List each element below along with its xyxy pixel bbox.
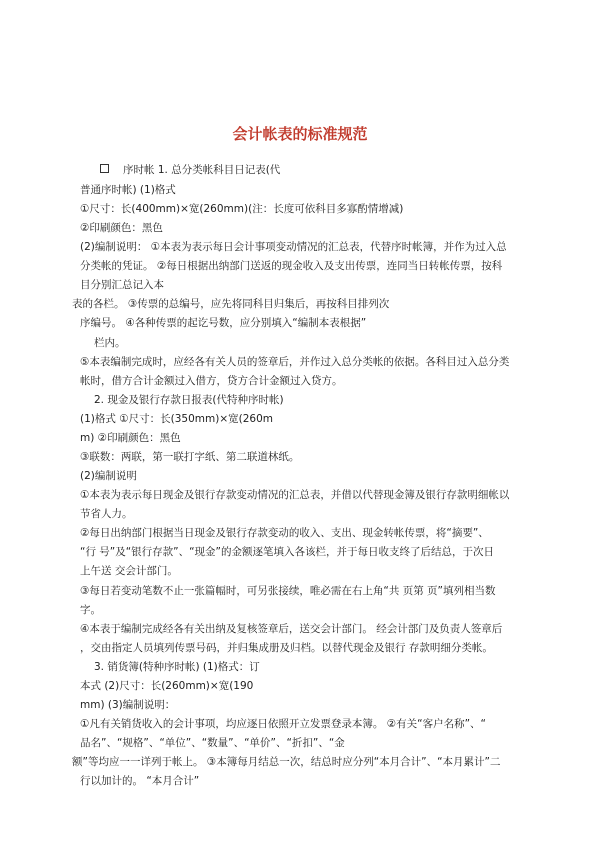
text-line: ④本表于编制完成经各有关出纳及复核签章后，送交会计部门。 经会计部门及负责人签章后 xyxy=(80,623,503,635)
text-line: 行以加计的。 “本月合计” xyxy=(80,775,200,787)
text-line: 表的各栏。 ③传票的总编号，应先将同科目归集后，再按科目排列次 xyxy=(72,298,390,310)
text-line: 栏内。 xyxy=(94,337,126,349)
text-line: 字。 xyxy=(80,604,101,616)
text-line: 序时帐 1. 总分类帐科目日记表(代 xyxy=(100,163,280,177)
text-line: 2. 现金及银行存款日报表(代特种序时帐) xyxy=(94,394,284,406)
checkbox-icon xyxy=(100,164,109,173)
text-line: ③每日若变动笔数不止一张篇幅时，可另张接续，唯必需在右上角“共 页第 页”填列相当数 xyxy=(80,585,496,597)
text-line: m) ②印刷颜色：黑色 xyxy=(80,432,181,444)
text-line: 额”等均应一一详列于帐上。 ③本簿每月结总一次，结总时应分列“本月合计”、“本月累计”二 xyxy=(72,756,501,768)
text-line: mm) (3)编制说明： xyxy=(80,699,176,711)
text-line: ①尺寸：长(400mm)×宽(260mm)(注：长度可依科目多寡酌情增减) xyxy=(80,203,404,215)
text-line: ②每日出纳部门根据当日现金及银行存款变动的收入、支出、现金转帐传票，将“摘要”、 xyxy=(80,527,489,539)
text-line: ⑤本表编制完成时，应经各有关人员的签章后，并作过入总分类帐的依据。各科目过入总分类 xyxy=(80,356,510,368)
text-line: ①本表为表示每日现金及银行存款变动情况的汇总表，并借以代替现金簿及银行存款明细帐以 xyxy=(80,489,510,501)
text-line: 3. 销货簿(特种序时帐) (1)格式：订 xyxy=(94,661,260,673)
text-line: 品名”、“规格”、“单位”、“数量”、“单价”、“折扣”、“金 xyxy=(80,737,345,749)
text-line: ，交由指定人员填列传票号码，并归集成册及归档。以替代现金及银行 存款明细分类帐。 xyxy=(80,642,493,654)
text-line: ②印刷颜色：黑色 xyxy=(80,222,163,234)
text-line: “行 号”及“银行存款”、“现金”的金额逐笔填入各该栏，并于每日收支终了后结总，于次日 xyxy=(80,546,494,558)
text-line: 序编号。 ④各种传票的起讫号数，应分别填入“编制本表根据” xyxy=(80,317,367,329)
text-line: 普通序时帐) (1)格式 xyxy=(80,184,176,196)
text-line: ③联数：两联，第一联打字纸、第二联道林纸。 xyxy=(80,451,300,463)
text-line: 本式 (2)尺寸：长(260mm)×宽(190 xyxy=(80,680,254,692)
text-line: 帐时，借方合计金额过入借方，贷方合计金额过入贷方。 xyxy=(80,375,343,387)
text-line: 目分别汇总记入本 xyxy=(80,279,164,291)
text-line: 上午送 交会计部门。 xyxy=(80,565,178,577)
text-line: 分类帐的凭证。 ②每日根据出纳部门送返的现金收入及支出传票，连同当日转帐传票，按科 xyxy=(80,260,503,272)
document-title: 会计帐表的标准规范 xyxy=(232,125,368,143)
text-line: ①凡有关销货收入的会计事项，均应逐日依照开立发票登录本簿。 ②有关“客户名称”、“ xyxy=(80,718,486,730)
text-line: 节省人力。 xyxy=(80,508,133,520)
text-line: (2)编制说明 xyxy=(80,470,137,482)
text-line: (2)编制说明： ①本表为表示每日会计事项变动情况的汇总表，代替序时帐簿，并作为过入总 xyxy=(80,241,507,253)
text-line: (1)格式 ①尺寸：长(350mm)×宽(260m xyxy=(80,413,273,425)
